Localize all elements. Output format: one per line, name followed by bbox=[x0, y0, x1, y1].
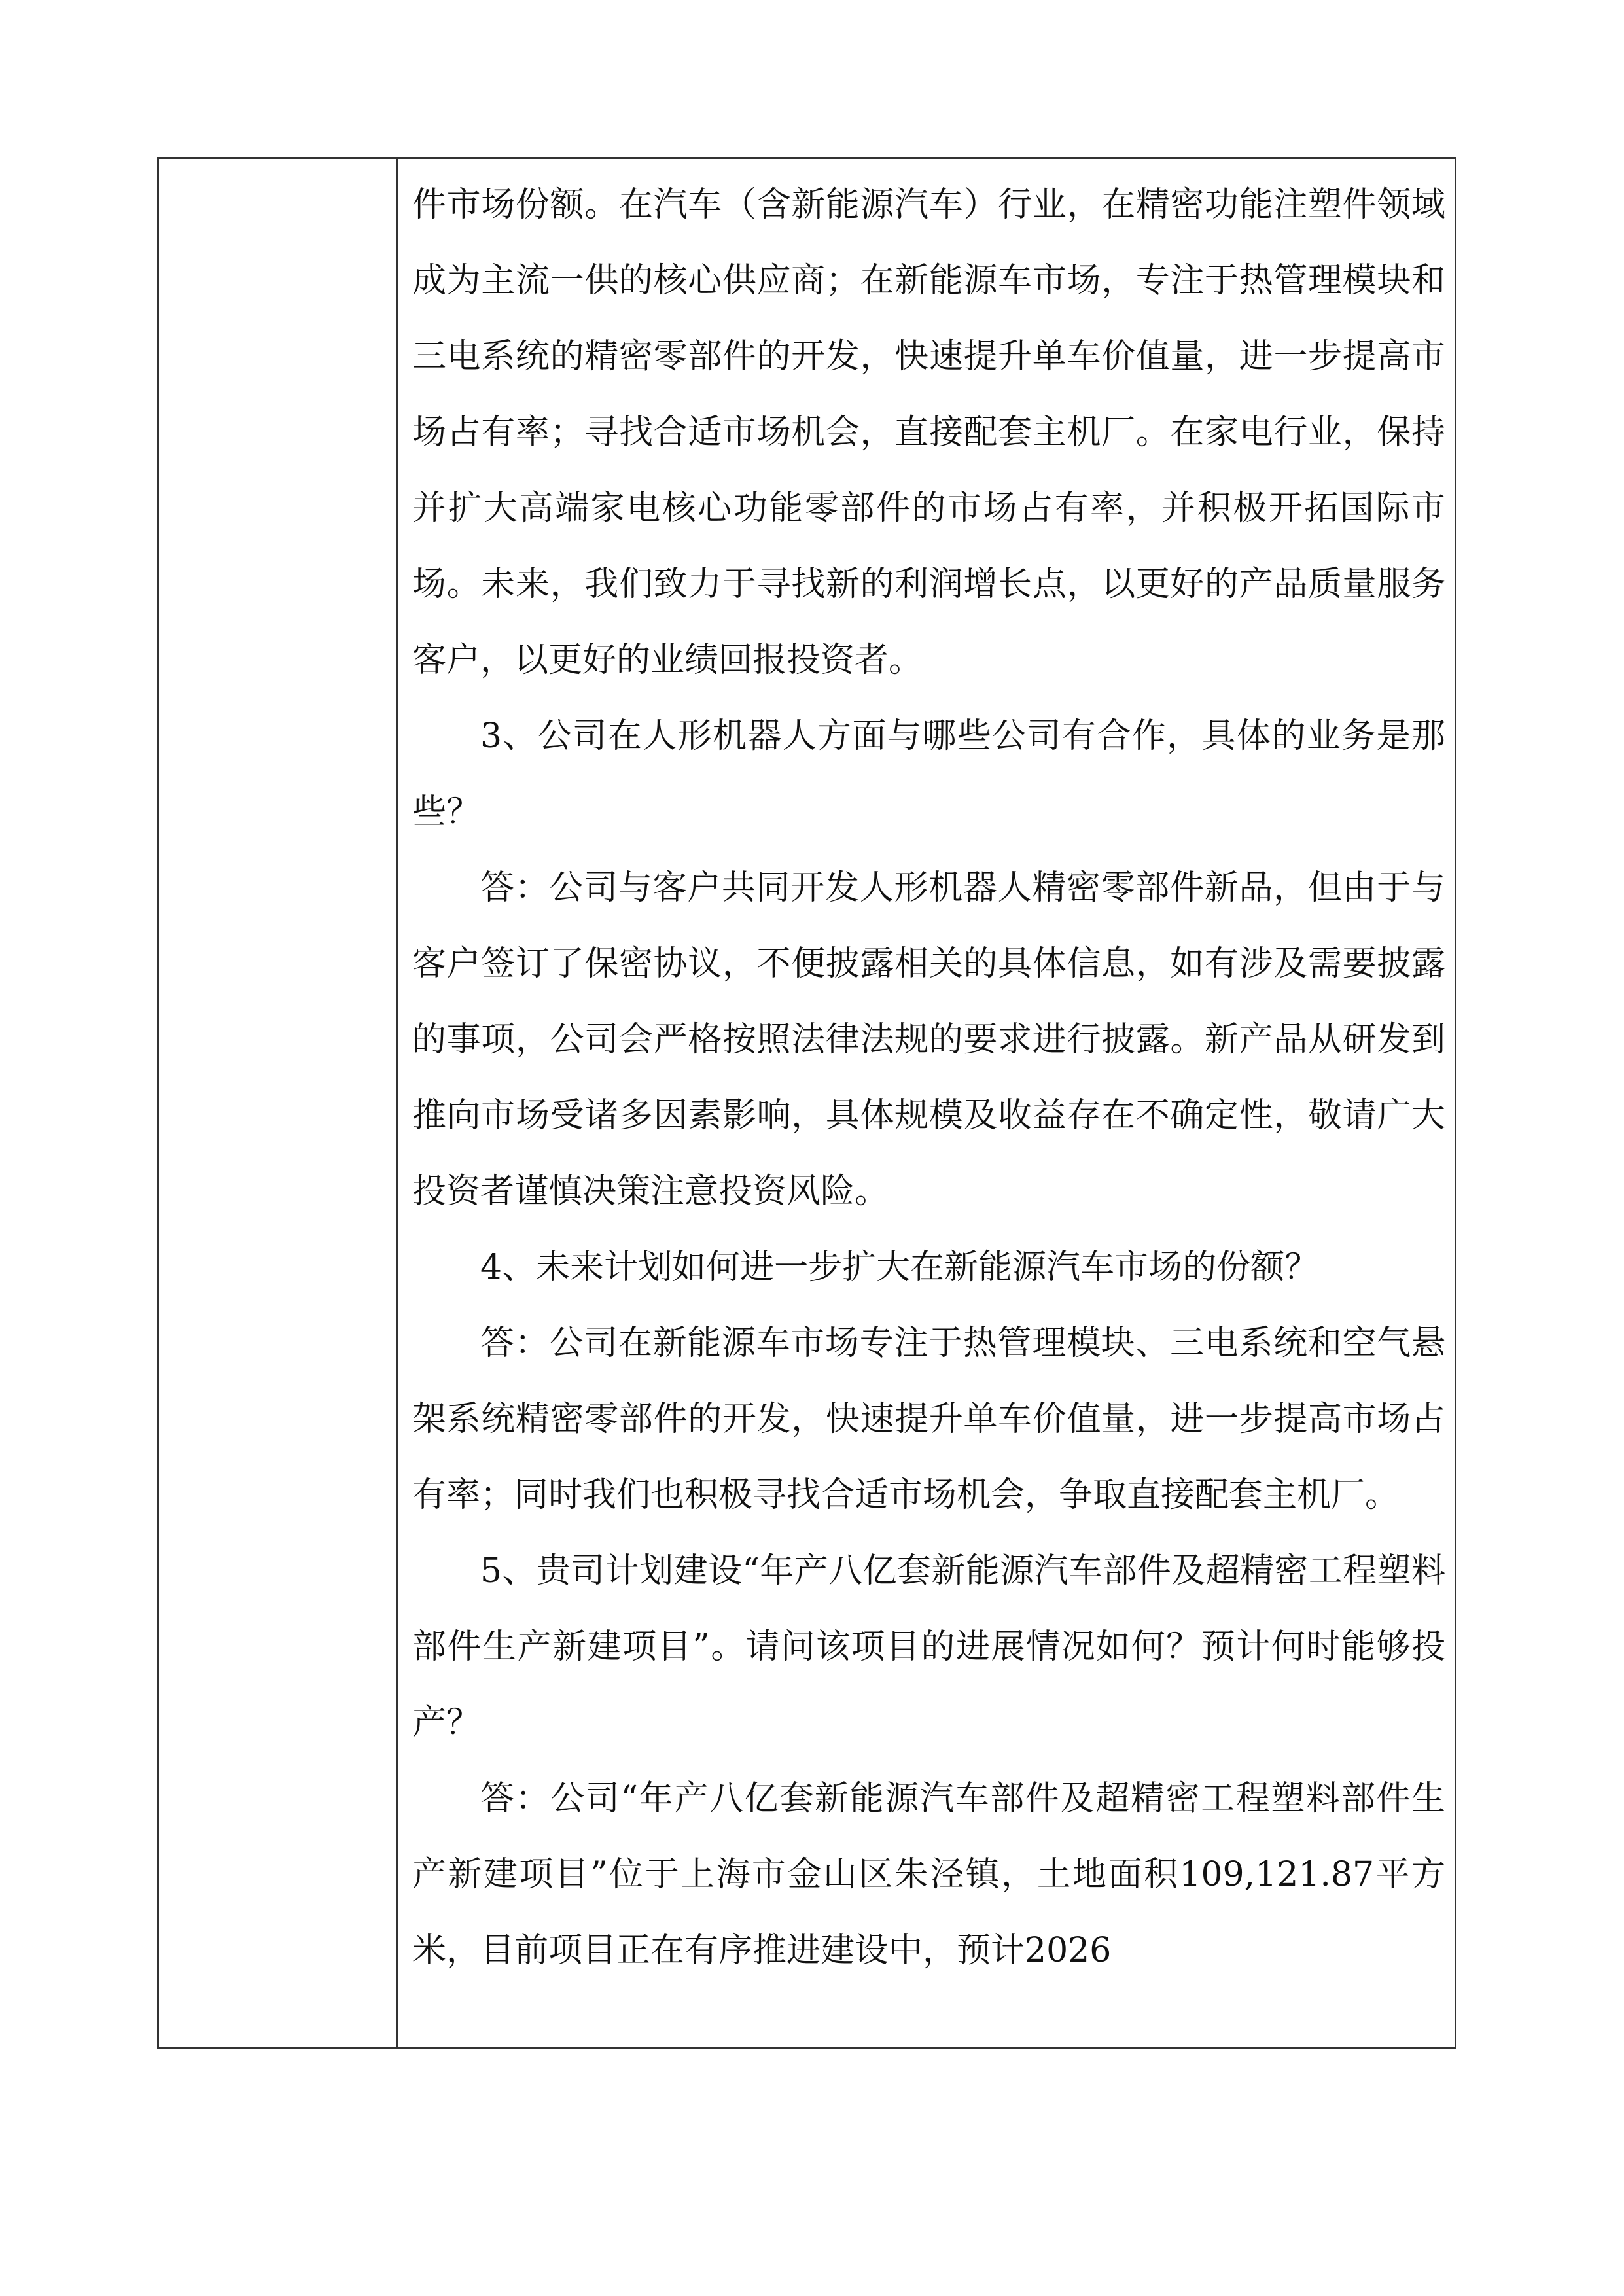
answer-3: 答：公司与客户共同开发人形机器人精密零部件新品，但由于与客户签订了保密协议，不便披露相关的具体信息，如有涉及需要披露的事项，公司会严格按照法律法规的要求进行披露。新产品从研发到推向市场受诸多因素影响，具体规模及收益存在不确定性，敬请广大投资者谨慎决策注意投资风险。 bbox=[412, 868, 1445, 1211]
answer-5: 答：公司“年产八亿套新能源汽车部件及超精密工程塑料部件生产新建项目”位于上海市金山区朱泾镇，土地面积109,121.87平方米，目前项目正在有序推进建设中，预计2026 bbox=[412, 1779, 1445, 1970]
question-3: 3、公司在人形机器人方面与哪些公司有合作，具体的业务是那些？ bbox=[412, 716, 1445, 832]
question-4: 4、未来计划如何进一步扩大在新能源汽车市场的份额？ bbox=[480, 1248, 1319, 1287]
answer-4: 答：公司在新能源车市场专注于热管理模块、三电系统和空气悬架系统精密零部件的开发，快速提升单车价值量，进一步提高市场占有率；同时我们也积极寻找合适市场机会，争取直接配套主机厂。 bbox=[412, 1324, 1445, 1515]
table-content-column bbox=[398, 159, 1455, 2047]
paragraph-continuation: 件市场份额。在汽车（含新能源汽车）行业，在精密功能注塑件领域成为主流一供的核心供应商；在新能源车市场，专注于热管理模块和三电系统的精密零部件的开发，快速提升单车价值量，进一步提高市场占有率；寻找合适市场机会，直接配套主机厂。在家电行业，保持并扩大高端家电核心功能零部件的市场占有率，并积极开拓国际市场。未来，我们致力于寻找新的利润增长点，以更好的产品质量服务客户，以更好的业绩回报投资者。 bbox=[412, 185, 1445, 680]
document-table bbox=[157, 157, 1456, 2049]
question-5: 5、贵司计划建设“年产八亿套新能源汽车部件及超精密工程塑料部件生产新建项目”。请问该项目的进展情况如何？预计何时能够投产？ bbox=[412, 1551, 1445, 1742]
table-label-column bbox=[159, 159, 398, 2047]
